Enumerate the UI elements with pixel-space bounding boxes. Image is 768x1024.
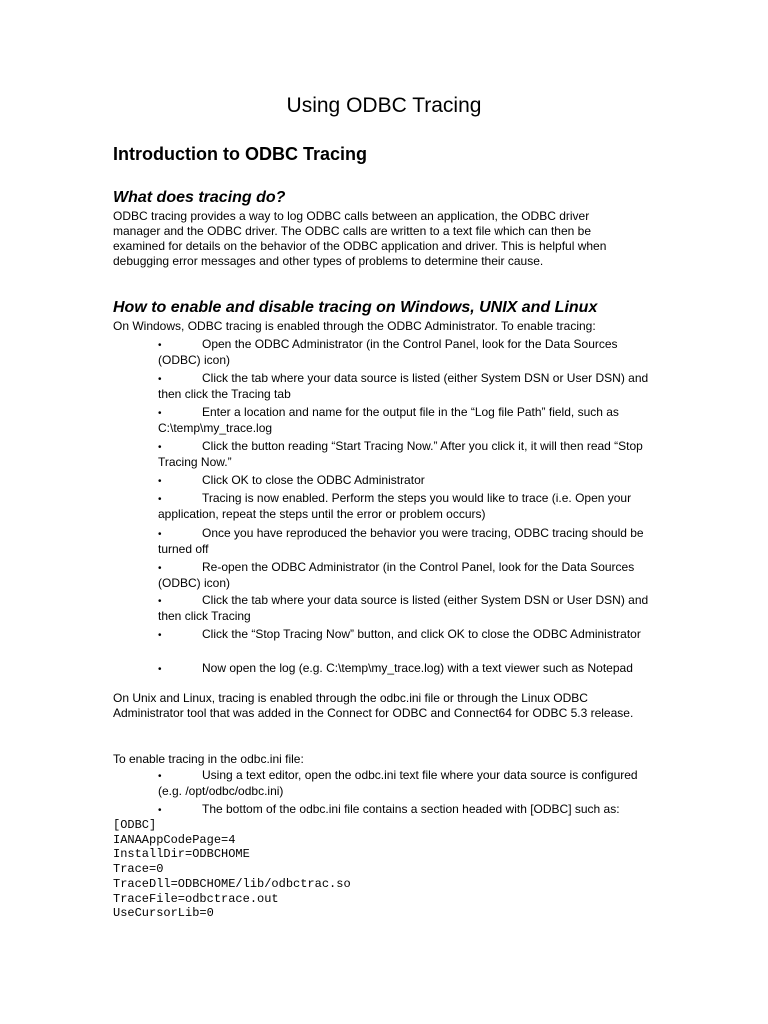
list-item-text: Enter a location and name for the output file in the “Log file Path” field, such as C:\temp\my_trace.log xyxy=(158,405,619,435)
what-paragraph: ODBC tracing provides a way to log ODBC calls between an application, the ODBC driver manager and the ODBC driver. The ODBC calls are written to a text file which can then be examined for details on the behavior of the ODBC application and driver. This is helpful when debugging error messages and other types of problems to determine their cause. xyxy=(113,209,607,268)
list-item xyxy=(158,491,658,522)
list-item-text: Open the ODBC Administrator (in the Control Panel, look for the Data Sources (ODBC) icon) xyxy=(158,337,618,367)
windows-intro-paragraph: On Windows, ODBC tracing is enabled through the ODBC Administrator. To enable tracing: xyxy=(113,319,596,333)
odbc-ini-code-block xyxy=(113,818,351,921)
list-item xyxy=(158,593,658,624)
list-item xyxy=(158,560,658,591)
code-line: TraceFile=odbctrace.out xyxy=(113,891,279,906)
what-heading: What does tracing do? xyxy=(113,189,286,206)
list-item-text: Once you have reproduced the behavior you were tracing, ODBC tracing should be turned off xyxy=(158,526,644,556)
list-item-text: Click the button reading “Start Tracing Now.” After you click it, it will then read “Stop Tracing Now.” xyxy=(158,439,643,469)
list-item xyxy=(158,473,658,489)
bullet-icon: • xyxy=(158,596,162,607)
list-item xyxy=(158,661,658,677)
list-item xyxy=(158,802,658,818)
list-item-text: The bottom of the odbc.ini file contains a section headed with [ODBC] such as: xyxy=(202,802,620,816)
bullet-icon: • xyxy=(158,630,162,641)
code-line: UseCursorLib=0 xyxy=(113,906,214,921)
list-item xyxy=(158,627,658,643)
code-line: [ODBC] xyxy=(113,818,157,832)
list-item xyxy=(158,371,658,402)
bullet-icon: • xyxy=(158,442,162,453)
bullet-icon: • xyxy=(158,805,162,816)
bullet-icon: • xyxy=(158,374,162,385)
list-item-text: Click OK to close the ODBC Administrator xyxy=(202,473,425,487)
how-heading: How to enable and disable tracing on Windows, UNIX and Linux xyxy=(113,299,598,316)
odbcini-intro-paragraph: To enable tracing in the odbc.ini file: xyxy=(113,752,304,766)
bullet-icon: • xyxy=(158,664,162,675)
bullet-icon: • xyxy=(158,563,162,574)
bullet-icon: • xyxy=(158,771,162,782)
list-item-text: Using a text editor, open the odbc.ini text file where your data source is configured (e.g. /opt/odbc/odbc.ini) xyxy=(158,768,638,798)
list-item-text: Click the “Stop Tracing Now” button, and click OK to close the ODBC Administrator xyxy=(202,627,641,641)
list-item-text: Tracing is now enabled. Perform the steps you would like to trace (i.e. Open your application, repeat the steps until the error or problem occurs) xyxy=(158,491,632,521)
list-item-text: Click the tab where your data source is listed (either System DSN or User DSN) and then click Tracing xyxy=(158,593,649,623)
list-item xyxy=(158,439,658,470)
list-item xyxy=(158,405,658,436)
bullet-icon: • xyxy=(158,529,162,540)
list-item xyxy=(158,526,658,557)
list-item xyxy=(158,337,658,368)
code-line: IANAAppCodePage=4 xyxy=(113,832,236,847)
bullet-icon: • xyxy=(158,476,162,487)
intro-heading: Introduction to ODBC Tracing xyxy=(113,144,367,164)
bullet-icon: • xyxy=(158,340,162,351)
list-item-text: Re-open the ODBC Administrator (in the Control Panel, look for the Data Sources (ODBC) icon) xyxy=(158,560,635,590)
list-item-text: Click the tab where your data source is listed (either System DSN or User DSN) and then click the Tracing tab xyxy=(158,371,649,401)
bullet-icon: • xyxy=(158,408,162,419)
list-item-text: Now open the log (e.g. C:\temp\my_trace.log) with a text viewer such as Notepad xyxy=(202,661,633,675)
document-title: Using ODBC Tracing xyxy=(286,94,482,117)
code-line: TraceDll=ODBCHOME/lib/odbctrac.so xyxy=(113,876,351,891)
code-line: InstallDir=ODBCHOME xyxy=(113,847,250,862)
list-item xyxy=(158,768,658,799)
unix-paragraph: On Unix and Linux, tracing is enabled through the odbc.ini file or through the Linux ODBC Administrator tool that was added in the Connect for ODBC and Connect64 for ODBC 5.3 release. xyxy=(113,691,634,720)
bullet-icon: • xyxy=(158,494,162,505)
code-line: Trace=0 xyxy=(113,862,164,877)
